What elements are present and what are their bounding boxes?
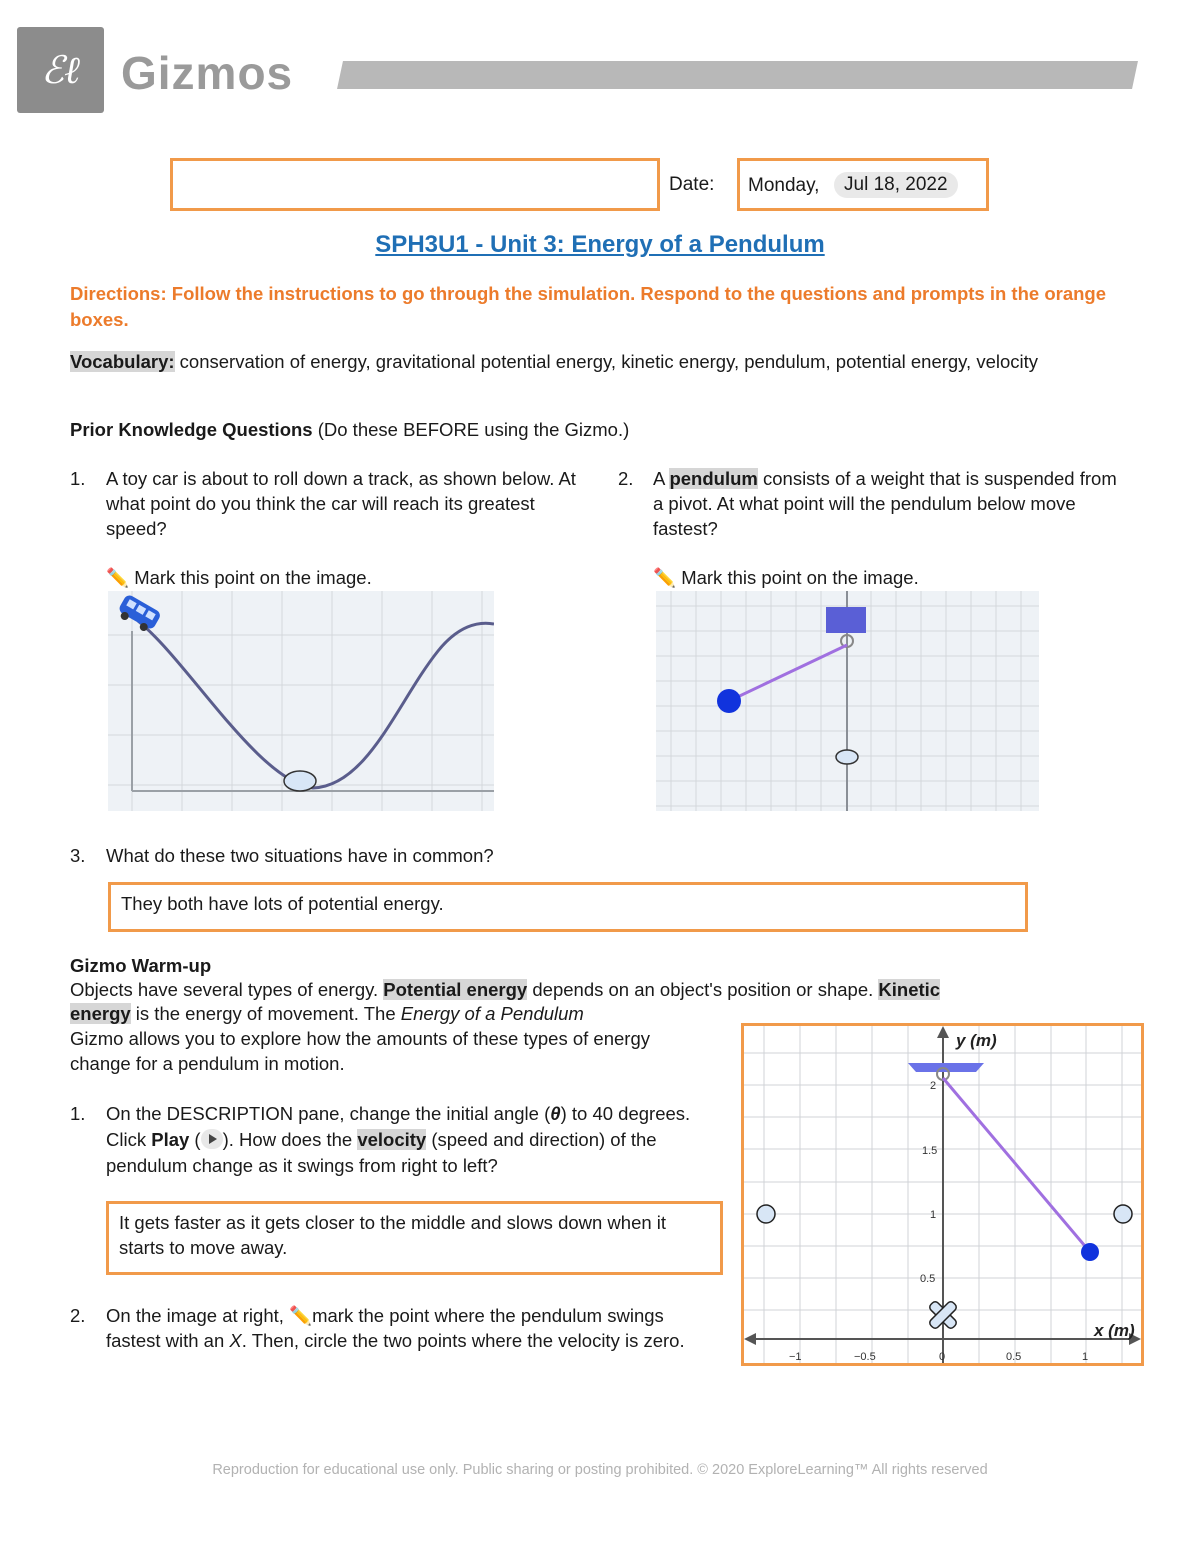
q1-number: 1. [70, 468, 86, 489]
q2-text-pre: A [653, 468, 670, 489]
x-tick-label: −0.5 [854, 1351, 876, 1363]
date-label: Date: [669, 174, 715, 195]
theta-symbol: θ [550, 1103, 561, 1124]
turning-point-right [1114, 1205, 1132, 1223]
pencil-icon: ✏️ [289, 1305, 313, 1326]
q2-prompt [653, 565, 919, 590]
y-tick-label: 2 [930, 1080, 937, 1092]
pencil-icon: ✏️ [106, 567, 130, 588]
date-day: Monday, [748, 175, 820, 196]
keyword-velocity: velocity [357, 1129, 427, 1150]
q1-text: A toy car is about to roll down a track, as shown below. At what point do you think the car will reach its greatest speed? [106, 468, 576, 539]
warmup-q1-text [106, 1101, 706, 1179]
x-tick-label: 0.5 [1006, 1351, 1022, 1363]
pivot-mount [908, 1063, 984, 1072]
warmup-q2-text [106, 1303, 706, 1353]
x-letter: X [229, 1330, 242, 1351]
vocabulary-label: Vocabulary: [70, 351, 175, 372]
warmup-p3: is the energy of movement. The [130, 1003, 401, 1024]
name-field[interactable] [170, 158, 660, 211]
q2-keyword: pendulum [669, 468, 758, 489]
pivot-mount [826, 607, 866, 633]
warmup-intro-line1 [70, 977, 1140, 1002]
warmup-q1-number: 1. [70, 1103, 86, 1124]
wq2-t2: mark the point where the pendulum swings fastest with an [106, 1305, 664, 1351]
wq2-t3: . Then, circle the two points where the velocity is zero. [241, 1330, 685, 1351]
q3-number: 3. [70, 845, 86, 866]
brand-name: Gizmos [121, 47, 294, 99]
pencil-icon: ✏️ [653, 567, 677, 588]
wq1-t5: (speed and direction) of the pendulum change as it swings from right to left? [106, 1129, 657, 1176]
footer-notice: Reproduction for educational use only. Public sharing or posting prohibited. © 2020 ExploreLearning™ All rights reserved [212, 1462, 988, 1478]
q2-prompt-text: Mark this point on the image. [681, 567, 919, 588]
warmup-p2: depends on an object's position or shape. [527, 979, 879, 1000]
wq1-t1: On the DESCRIPTION pane, change the initial angle ( [106, 1103, 551, 1124]
x-tick-label: 1 [1082, 1351, 1089, 1363]
pendulum-bob [1081, 1243, 1099, 1261]
wq1-t2: ) to 40 degrees. Click [106, 1103, 691, 1150]
q1-prompt-text: Mark this point on the image. [134, 567, 372, 588]
prior-knowledge-heading [70, 417, 629, 442]
y-tick-label: 0.5 [920, 1273, 936, 1285]
keyword-kinetic: Kinetic [878, 979, 941, 1000]
y-axis-label: y (m) [956, 1031, 997, 1050]
marked-point [836, 750, 858, 764]
q2-number: 2. [618, 468, 634, 489]
prior-heading-text: Prior Knowledge Questions [70, 419, 313, 440]
pendulum-bob [717, 689, 741, 713]
pendulum-graph[interactable] [744, 1026, 1141, 1363]
directions: Directions: Follow the instructions to go through the simulation. Respond to the questions and prompts in the orange boxes. [70, 283, 1106, 330]
gizmos-logo-icon [17, 27, 104, 113]
play-icon [201, 1129, 223, 1149]
warmup-heading: Gizmo Warm-up [70, 955, 212, 976]
q3-answer-box[interactable] [108, 882, 1028, 932]
warmup-p1: Objects have several types of energy. [70, 979, 384, 1000]
warmup-q2-number: 2. [70, 1305, 86, 1326]
q1-prompt [106, 565, 372, 590]
warmup-intro-line2 [70, 1001, 710, 1026]
page-title: SPH3U1 - Unit 3: Energy of a Pendulum [375, 231, 825, 258]
wq1-t3: ( [189, 1129, 201, 1150]
x-axis-label: x (m) [1094, 1321, 1135, 1340]
q3-answer-text: They both have lots of potential energy. [121, 893, 444, 914]
keyword-energy: energy [70, 1003, 131, 1024]
warmup-p4: Gizmo allows you to explore how the amounts of these types of energy change for a pendulum in motion. [70, 1028, 650, 1074]
pendulum-image[interactable] [656, 591, 1039, 811]
wq1-t4: ). How does the [222, 1129, 358, 1150]
play-label: Play [151, 1129, 190, 1150]
date-chip[interactable]: Jul 18, 2022 [834, 172, 958, 198]
keyword-potential-energy: Potential energy [383, 979, 528, 1000]
logo-glyph: ℰℓ [41, 48, 80, 92]
y-tick-label: 1 [930, 1209, 937, 1221]
y-tick-label: 1.5 [922, 1145, 938, 1157]
prior-heading-note: (Do these BEFORE using the Gizmo.) [312, 419, 630, 440]
toy-car-track-image[interactable] [108, 591, 494, 811]
warmup-q1-answer-text: It gets faster as it gets closer to the middle and slows down when it starts to move away. [119, 1212, 667, 1258]
marked-point [284, 771, 316, 791]
gizmo-name: Energy of a Pendulum [400, 1003, 584, 1024]
q2-text-post: consists of a weight that is suspended from a pivot. At what point will the pendulum below move fastest? [653, 468, 1117, 539]
warmup-q1-answer-box[interactable] [106, 1201, 723, 1275]
turning-point-left [757, 1205, 775, 1223]
q3-text: What do these two situations have in common? [106, 845, 494, 866]
vocabulary [70, 349, 1140, 374]
vocabulary-text: conservation of energy, gravitational potential energy, kinetic energy, pendulum, potential energy, velocity [174, 351, 1039, 372]
x-tick-label: 0 [939, 1351, 946, 1363]
q2-text [653, 466, 1123, 541]
x-tick-label: −1 [789, 1351, 802, 1363]
header-bar [337, 61, 1138, 89]
wq2-t1: On the image at right, [106, 1305, 290, 1326]
